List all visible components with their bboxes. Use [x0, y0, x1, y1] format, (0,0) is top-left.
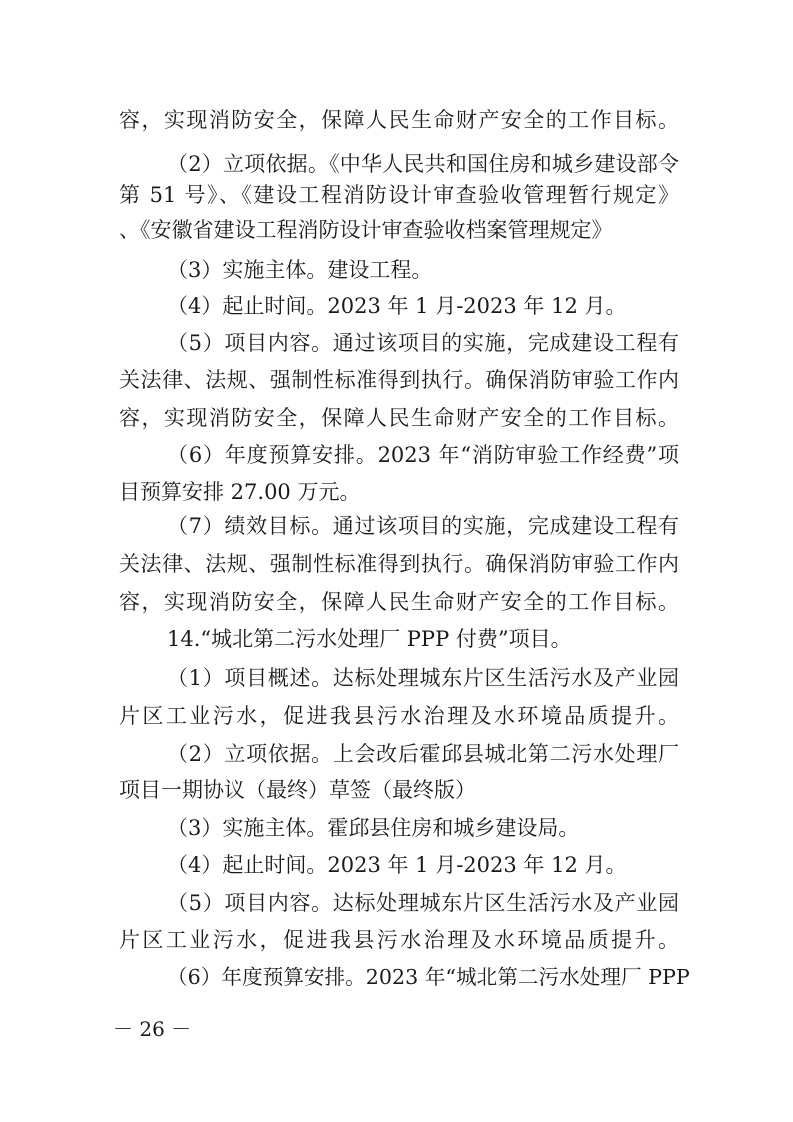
body-line: 片区工业污水，促进我县污水治理及水环境品质提升。	[119, 928, 679, 952]
body-line: （4）起止时间。2023 年 1 月-2023 年 12 月。	[167, 294, 627, 318]
body-line: （7）绩效目标。通过该项目的实施，完成建设工程有	[167, 514, 679, 538]
body-line: （3）实施主体。霍邱县住房和城乡建设局。	[167, 816, 580, 840]
body-line: （6）年度预算安排。2023 年“城北第二污水处理厂 PPP	[167, 965, 690, 989]
body-line: （5）项目内容。通过该项目的实施，完成建设工程有	[167, 331, 679, 355]
body-line: 容，实现消防安全，保障人民生命财产安全的工作目标。	[119, 406, 679, 430]
section-heading: 14.“城北第二污水处理厂 PPP 付费”项目。	[167, 627, 572, 651]
page-number: － 26 －	[113, 1017, 192, 1041]
body-line: （2）立项依据。《中华人民共和国住房和城乡建设部令	[167, 152, 679, 176]
body-line: 容，实现消防安全，保障人民生命财产安全的工作目标。	[119, 590, 679, 614]
body-line: （4）起止时间。2023 年 1 月-2023 年 12 月。	[167, 853, 627, 877]
body-line: 关法律、法规、强制性标准得到执行。确保消防审验工作内	[119, 368, 679, 392]
body-line: 关法律、法规、强制性标准得到执行。确保消防审验工作内	[119, 552, 679, 576]
body-line: （2）立项依据。上会改后霍邱县城北第二污水处理厂	[167, 742, 679, 766]
body-line: 容，实现消防安全，保障人民生命财产安全的工作目标。	[119, 108, 679, 132]
body-line: 片区工业污水，促进我县污水治理及水环境品质提升。	[119, 704, 679, 728]
body-line: 、《安徽省建设工程消防设计审查验收档案管理规定》	[119, 218, 613, 242]
body-line: 目预算安排 27.00 万元。	[119, 480, 361, 504]
body-line: （3）实施主体。建设工程。	[167, 258, 433, 282]
body-line: （1）项目概述。达标处理城东片区生活污水及产业园	[167, 666, 679, 690]
body-line: 第 51 号》、《建设工程消防设计审查验收管理暂行规定》	[119, 183, 679, 207]
body-line: 项目一期协议（最终）草签（最终版）	[119, 778, 476, 802]
body-line: （6）年度预算安排。2023 年“消防审验工作经费”项	[167, 443, 679, 467]
body-line: （5）项目内容。达标处理城东片区生活污水及产业园	[167, 891, 679, 915]
